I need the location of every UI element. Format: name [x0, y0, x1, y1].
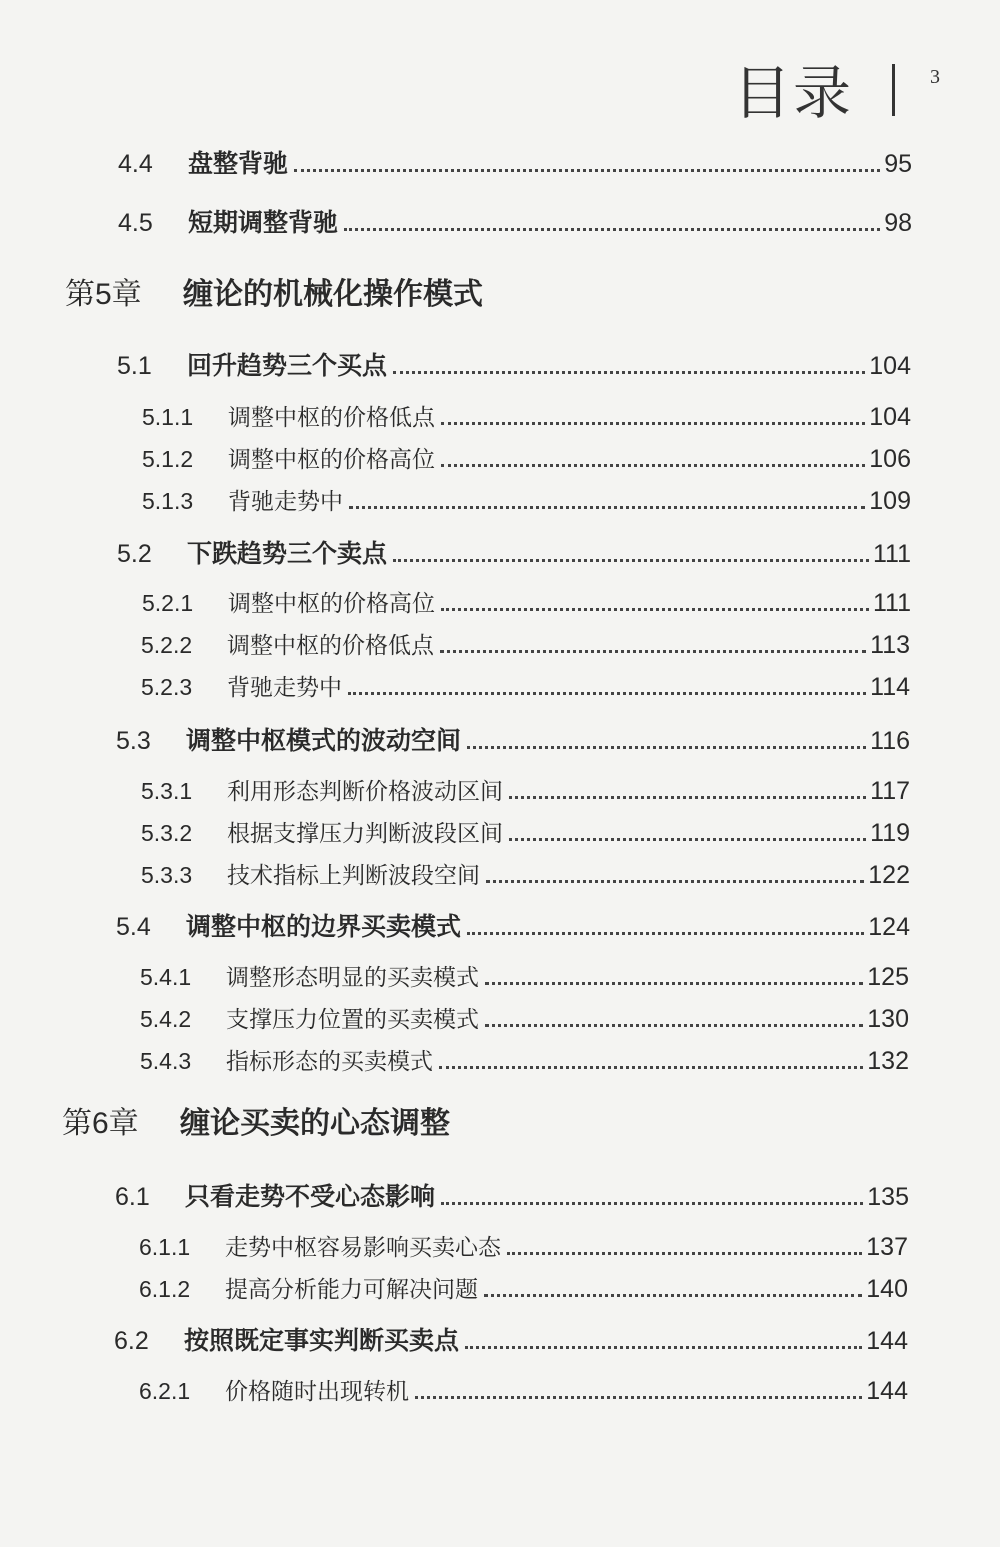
- header-divider: [892, 64, 895, 116]
- entry-page: 111: [872, 540, 911, 568]
- toc-subsection[interactable]: [141, 627, 910, 660]
- toc-subsection[interactable]: [141, 815, 910, 848]
- entry-page: 116: [870, 727, 910, 755]
- toc-subsection[interactable]: [140, 959, 909, 992]
- entry-title: 只看走势不受心态影响: [185, 1182, 436, 1211]
- entry-number: 5.1.3: [142, 488, 194, 514]
- entry-page: 124: [868, 913, 910, 941]
- entry-number: 5.3.3: [141, 862, 193, 888]
- entry-number: 5.4: [116, 913, 151, 941]
- dot-leader: [486, 880, 864, 883]
- entry-title: 走势中枢容易影响买卖心态: [225, 1235, 501, 1261]
- entry-number: 5.1.1: [142, 404, 194, 430]
- entry-number: 4.5: [118, 209, 153, 237]
- dot-leader: [441, 1202, 863, 1205]
- dot-leader: [467, 746, 866, 749]
- entry-number: 6.1.2: [139, 1276, 191, 1302]
- entry-page: 104: [869, 403, 911, 431]
- entry-number: 5.4.3: [140, 1048, 192, 1074]
- entry-number: 5.2.2: [141, 632, 193, 658]
- entry-number: 6.1: [115, 1183, 150, 1211]
- entry-number: 5.2.1: [142, 590, 194, 616]
- entry-title: 指标形态的买卖模式: [226, 1049, 433, 1075]
- entry-title: 短期调整背驰: [188, 208, 339, 237]
- entry-title: 调整中枢的价格低点: [227, 633, 434, 659]
- entry-page: 109: [869, 487, 911, 515]
- toc-subsection[interactable]: [142, 483, 911, 516]
- chapter-number: 第6章: [62, 1107, 139, 1140]
- toc-section[interactable]: [114, 1321, 908, 1357]
- entry-title: 下跌趋势三个卖点: [187, 539, 388, 568]
- toc-subsection[interactable]: [139, 1373, 908, 1406]
- entry-page: 135: [867, 1183, 909, 1211]
- dot-leader: [509, 838, 866, 841]
- entry-number: 5.2.3: [141, 674, 193, 700]
- toc-chapter[interactable]: [62, 1098, 450, 1142]
- entry-title: 背驰走势中: [228, 489, 343, 515]
- toc-subsection[interactable]: [141, 773, 910, 806]
- dot-leader: [415, 1396, 862, 1399]
- dot-leader: [509, 796, 866, 799]
- toc-subsection[interactable]: [140, 1001, 909, 1034]
- entry-page: 132: [867, 1047, 909, 1075]
- entry-title: 背驰走势中: [227, 675, 342, 701]
- entry-page: 137: [866, 1233, 908, 1261]
- entry-number: 5.3.2: [141, 820, 193, 846]
- toc-subsection[interactable]: [142, 399, 911, 432]
- entry-page: 114: [870, 673, 910, 701]
- toc-subsection[interactable]: [141, 669, 910, 702]
- entry-number: 6.2: [114, 1327, 149, 1355]
- dot-leader: [485, 982, 863, 985]
- dot-leader: [393, 559, 869, 562]
- entry-number: 6.1.1: [139, 1234, 191, 1260]
- page-heading: 目录: [733, 59, 854, 127]
- entry-page: 144: [866, 1327, 908, 1355]
- entry-title: 盘整背驰: [188, 149, 289, 178]
- dot-leader: [441, 608, 869, 611]
- toc-chapter[interactable]: [65, 269, 483, 313]
- chapter-title: 缠论的机械化操作模式: [183, 277, 483, 312]
- entry-title: 利用形态判断价格波动区间: [227, 779, 503, 805]
- entry-title: 调整中枢模式的波动空间: [186, 726, 462, 755]
- entry-page: 98: [884, 209, 912, 237]
- dot-leader: [484, 1294, 862, 1297]
- entry-number: 5.3: [116, 727, 151, 755]
- dot-leader: [439, 1066, 863, 1069]
- toc-section[interactable]: [117, 346, 911, 382]
- entry-number: 5.3.1: [141, 778, 193, 804]
- entry-title: 调整形态明显的买卖模式: [226, 965, 479, 991]
- entry-page: 119: [870, 819, 910, 847]
- entry-page: 122: [868, 861, 910, 889]
- toc-section[interactable]: [116, 721, 910, 757]
- toc-subsection[interactable]: [140, 1043, 909, 1076]
- entry-number: 5.1: [117, 352, 152, 380]
- chapter-title: 缠论买卖的心态调整: [180, 1106, 450, 1141]
- toc-subsection[interactable]: [139, 1229, 908, 1262]
- entry-title: 技术指标上判断波段空间: [227, 863, 480, 889]
- entry-title: 调整中枢的边界买卖模式: [186, 912, 462, 941]
- page-number: 3: [930, 66, 940, 88]
- entry-page: 144: [866, 1377, 908, 1405]
- dot-leader: [294, 169, 880, 172]
- dot-leader: [441, 422, 865, 425]
- toc-section[interactable]: [116, 907, 910, 943]
- entry-number: 4.4: [118, 150, 153, 178]
- entry-number: 5.1.2: [142, 446, 194, 472]
- toc-section[interactable]: [115, 1177, 909, 1213]
- dot-leader: [507, 1252, 862, 1255]
- toc-subsection[interactable]: [142, 585, 911, 618]
- toc-section[interactable]: [118, 203, 912, 239]
- toc-subsection[interactable]: [139, 1271, 908, 1304]
- entry-title: 价格随时出现转机: [225, 1379, 409, 1405]
- entry-page: 125: [867, 963, 909, 991]
- entry-page: 117: [870, 777, 910, 805]
- toc-section[interactable]: [118, 144, 912, 180]
- dot-leader: [465, 1346, 862, 1349]
- dot-leader: [349, 506, 865, 509]
- entry-page: 140: [866, 1275, 908, 1303]
- dot-leader: [393, 371, 865, 374]
- toc-section[interactable]: [117, 534, 911, 570]
- chapter-number: 第5章: [65, 278, 142, 311]
- entry-number: 5.4.1: [140, 964, 192, 990]
- entry-page: 106: [869, 445, 911, 473]
- dot-leader: [441, 464, 865, 467]
- entry-page: 104: [869, 352, 911, 380]
- entry-number: 5.2: [117, 540, 152, 568]
- entry-title: 调整中枢的价格低点: [228, 405, 435, 431]
- entry-title: 调整中枢的价格高位: [228, 447, 435, 473]
- entry-page: 111: [872, 589, 911, 617]
- dot-leader: [467, 932, 864, 935]
- entry-title: 回升趋势三个买点: [187, 351, 388, 380]
- entry-page: 130: [867, 1005, 909, 1033]
- entry-page: 113: [870, 631, 910, 659]
- dot-leader: [348, 692, 866, 695]
- entry-title: 根据支撑压力判断波段区间: [227, 821, 503, 847]
- entry-title: 提高分析能力可解决问题: [225, 1277, 478, 1303]
- entry-page: 95: [884, 150, 912, 178]
- entry-number: 6.2.1: [139, 1378, 191, 1404]
- dot-leader: [485, 1024, 863, 1027]
- entry-title: 调整中枢的价格高位: [228, 591, 435, 617]
- toc-subsection[interactable]: [141, 857, 910, 890]
- dot-leader: [440, 650, 866, 653]
- dot-leader: [344, 228, 880, 231]
- entry-title: 按照既定事实判断买卖点: [184, 1326, 460, 1355]
- entry-number: 5.4.2: [140, 1006, 192, 1032]
- toc-subsection[interactable]: [142, 441, 911, 474]
- entry-title: 支撑压力位置的买卖模式: [226, 1007, 479, 1033]
